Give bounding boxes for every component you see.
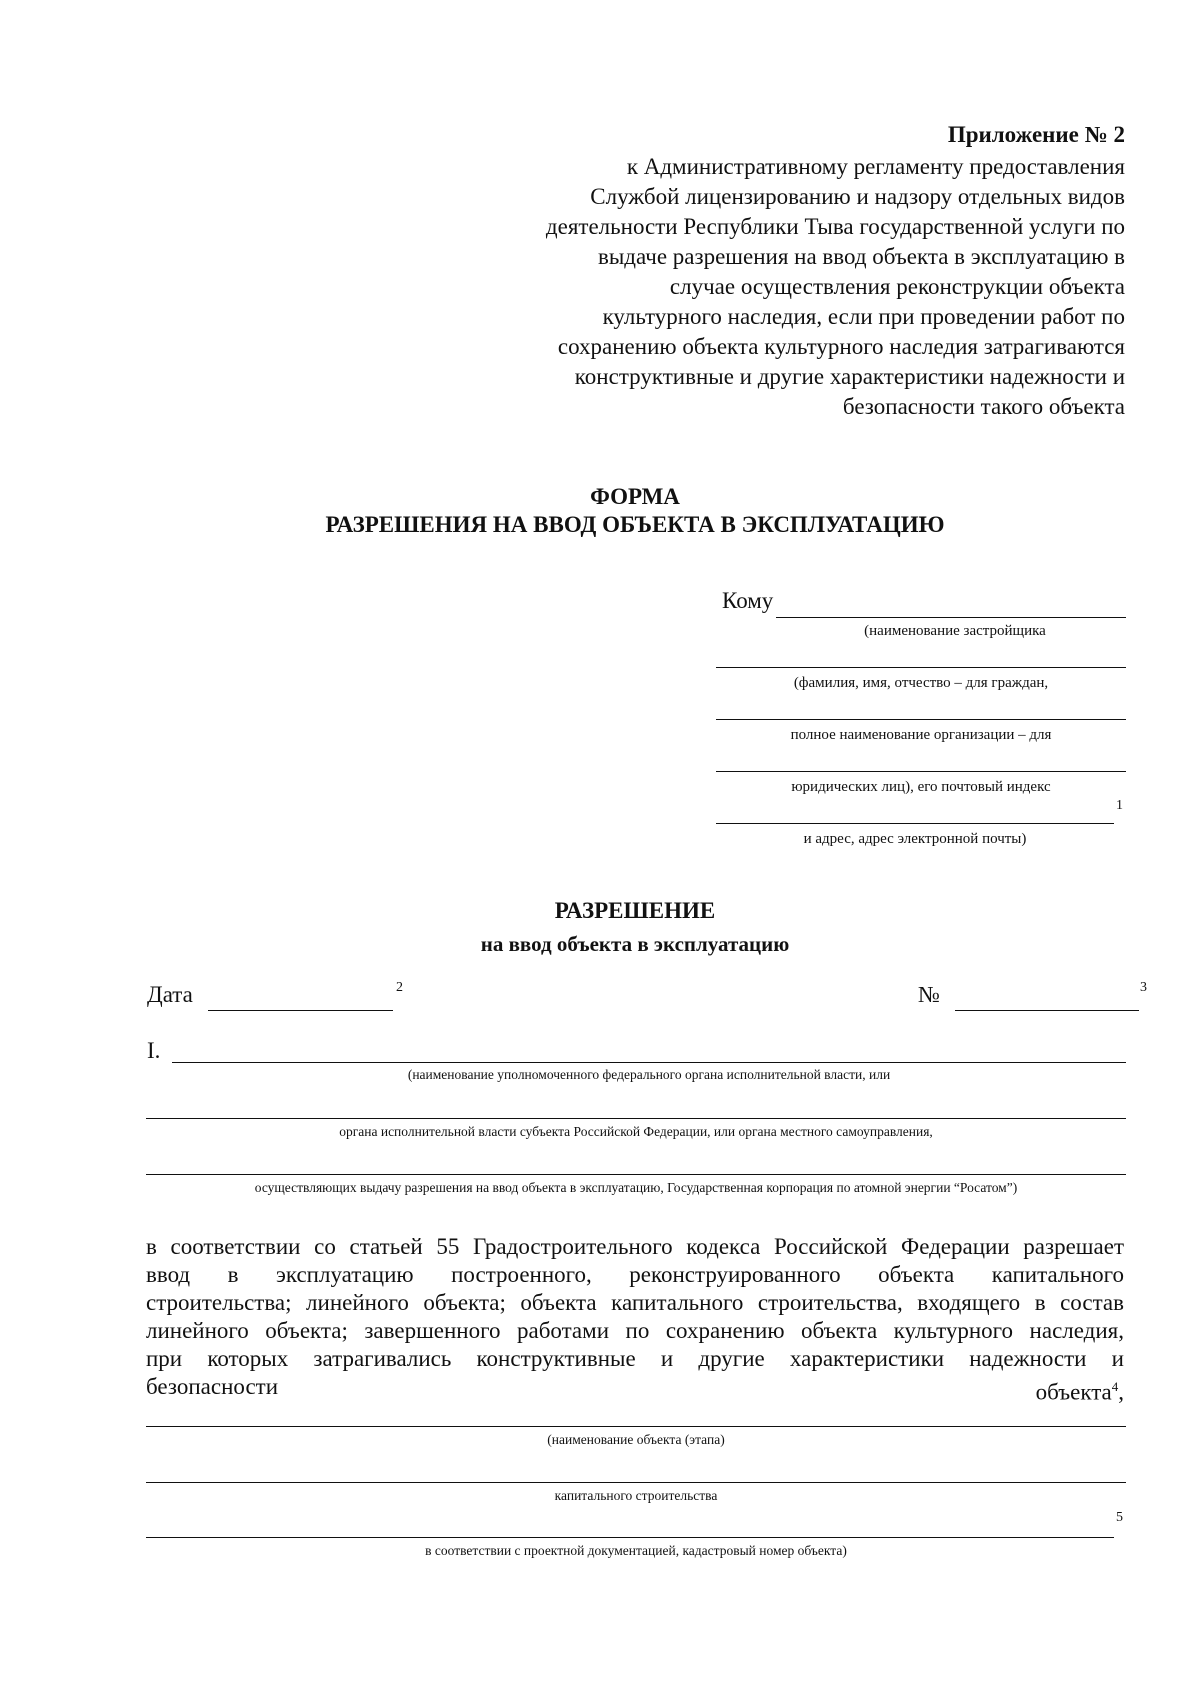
body-line: ввод в эксплуатацию построенного, реконструированного объекта капитального xyxy=(146,1262,1124,1287)
recipient-label: Кому xyxy=(722,588,774,613)
authority-line[interactable] xyxy=(146,1118,1126,1119)
appendix-title: Приложение № 2 xyxy=(947,122,1125,147)
appendix-line: Службой лицензированию и надзору отдельных видов xyxy=(590,184,1125,209)
recipient-footnote: 1 xyxy=(1116,798,1123,813)
recipient-address-line[interactable] xyxy=(716,823,1114,824)
object-caption: (наименование объекта (этапа) xyxy=(547,1432,725,1447)
appendix-text xyxy=(425,152,1125,422)
authority-caption: (наименование уполномоченного федерального органа исполнительной власти, или xyxy=(407,1067,891,1082)
section-label: I. xyxy=(147,1038,161,1063)
body-paragraph xyxy=(146,1233,1124,1405)
object-name-line[interactable] xyxy=(146,1482,1126,1483)
authority-caption: органа исполнительной власти субъекта Российской Федерации, или органа местного самоуправления, xyxy=(339,1124,933,1139)
appendix-line: выдаче разрешения на ввод объекта в эксплуатацию в xyxy=(597,244,1125,269)
body-line: в соответствии со статьей 55 Градостроительного кодекса Российской Федерации разрешает xyxy=(146,1234,1124,1259)
body-last-line xyxy=(146,1373,1124,1405)
object-cadastral-line[interactable] xyxy=(146,1537,1114,1538)
date-label: Дата xyxy=(147,982,193,1007)
appendix-line: к Административному регламенту предоставления xyxy=(626,154,1125,179)
body-last-left: безопасности xyxy=(146,1374,279,1399)
appendix-line: деятельности Республики Тыва государственной услуги по xyxy=(545,214,1125,239)
recipient-caption: юридических лиц), его почтовый индекс xyxy=(791,779,1051,795)
body-line: строительства; линейного объекта; объекта капитального строительства, входящего в состав xyxy=(146,1290,1124,1315)
object-footnote: 5 xyxy=(1116,1510,1123,1525)
object-caption: капитального строительства xyxy=(554,1488,718,1503)
form-heading: ФОРМА xyxy=(590,484,680,509)
body-line: линейного объекта; завершенного работами по сохранению объекта культурного наследия, xyxy=(146,1318,1124,1343)
date-footnote: 2 xyxy=(396,980,403,995)
recipient-name-line[interactable] xyxy=(776,617,1126,618)
appendix-line: культурного наследия, если при проведении работ по xyxy=(602,304,1125,329)
number-field[interactable] xyxy=(955,1010,1139,1011)
object-caption: в соответствии с проектной документацией, кадастровый номер объекта) xyxy=(425,1543,847,1558)
body-footnote: 4 xyxy=(1111,1379,1119,1394)
recipient-line[interactable] xyxy=(716,719,1126,720)
recipient-line[interactable] xyxy=(716,771,1126,772)
number-label: № xyxy=(918,982,940,1007)
permit-title: РАЗРЕШЕНИЕ xyxy=(554,898,716,923)
recipient-line[interactable] xyxy=(716,667,1126,668)
form-subheading: РАЗРЕШЕНИЯ НА ВВОД ОБЪЕКТА В ЭКСПЛУАТАЦИЮ xyxy=(325,512,945,537)
authority-line[interactable] xyxy=(172,1062,1126,1063)
authority-caption: осуществляющих выдачу разрешения на ввод объекта в эксплуатацию, Государственная корпорация по атомной энергии “Росатом”) xyxy=(254,1180,1018,1195)
appendix-line: безопасности такого объекта xyxy=(842,394,1125,419)
appendix-line: сохранению объекта культурного наследия затрагиваются xyxy=(557,334,1125,359)
recipient-caption: (наименование застройщика xyxy=(864,623,1046,639)
permit-subtitle: на ввод объекта в эксплуатацию xyxy=(480,932,790,956)
number-footnote: 3 xyxy=(1140,980,1147,995)
authority-line[interactable] xyxy=(146,1174,1126,1175)
body-last-right: объекта$^4$, xyxy=(1035,1379,1124,1405)
appendix-line: конструктивные и другие характеристики надежности и xyxy=(574,364,1125,389)
date-field[interactable] xyxy=(208,1010,393,1011)
recipient-caption: (фамилия, имя, отчество – для граждан, xyxy=(793,675,1049,691)
body-line: при которых затрагивались конструктивные и другие характеристики надежности и xyxy=(146,1346,1124,1371)
appendix-line: случае осуществления реконструкции объекта xyxy=(669,274,1125,299)
object-name-line[interactable] xyxy=(146,1426,1126,1427)
recipient-caption: полное наименование организации – для xyxy=(790,727,1052,743)
recipient-caption: и адрес, адрес электронной почты) xyxy=(803,831,1027,847)
